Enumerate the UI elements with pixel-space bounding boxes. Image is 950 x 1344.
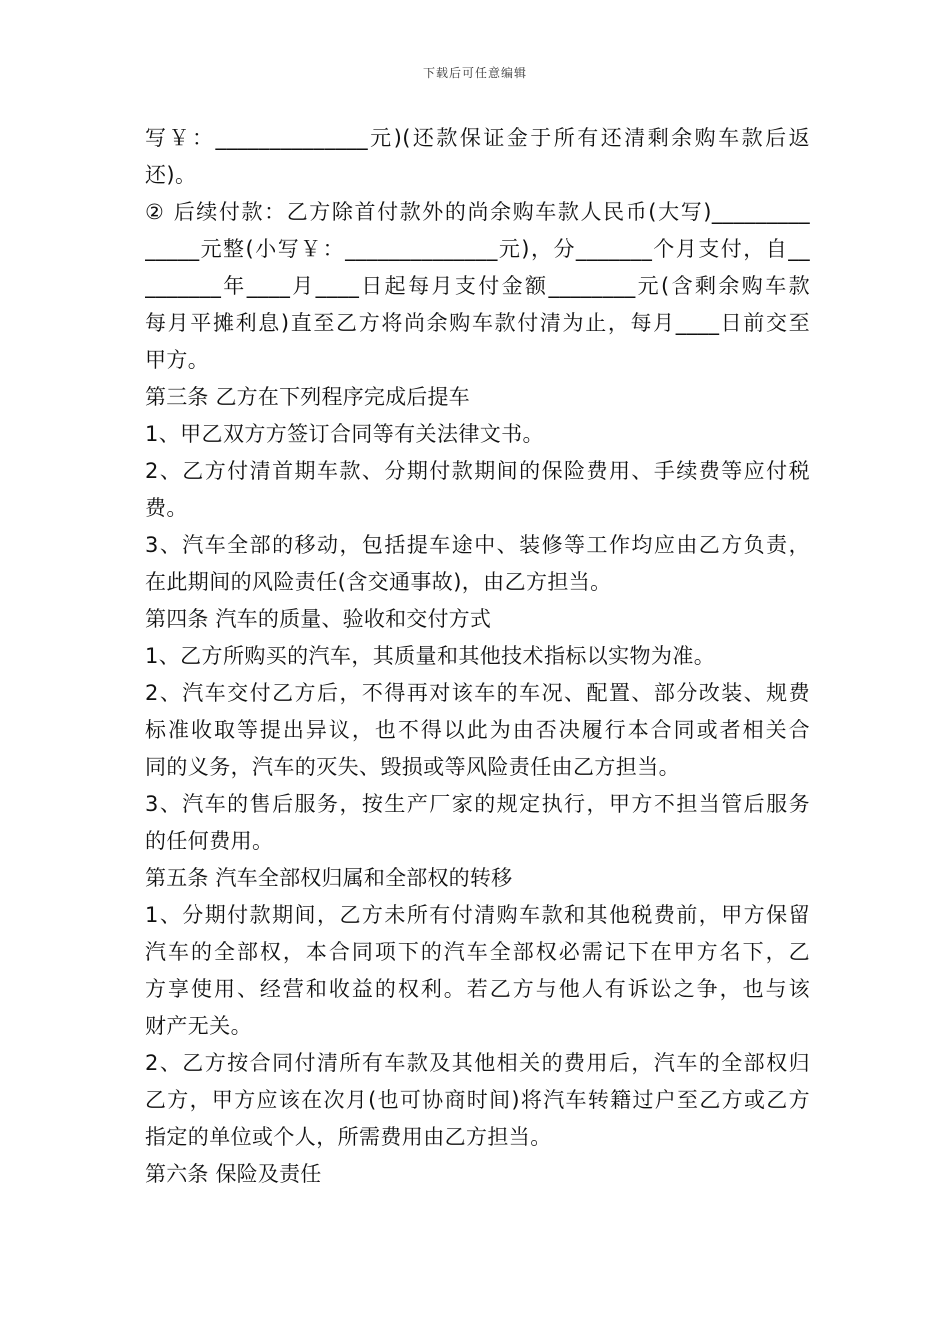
text-line: 的任何费用。 (145, 829, 274, 853)
text-line: 1、乙方所购买的汽车，其质量和其他技术指标以实物为准。 (145, 644, 716, 668)
text-line: 2、乙方按合同付清所有车款及其他相关的费用后，汽车的全部权归 (145, 1051, 810, 1075)
text-line: 1、分期付款期间，乙方未所有付清购车款和其他税费前，甲方保留 (145, 903, 810, 927)
text-line: 3、汽车全部的移动，包括提车途中、装修等工作均应由乙方负责， (145, 533, 810, 557)
text-line: 1、甲乙双方方签订合同等有关法律文书。 (145, 422, 544, 446)
text-line: 指定的单位或个人，所需费用由乙方担当。 (145, 1125, 552, 1149)
text-line: 汽车的全部权，本合同项下的汽车全部权必需记下在甲方名下，乙 (145, 940, 810, 964)
text-line: 3、汽车的售后服务，按生产厂家的规定执行，甲方不担当管后服务 (145, 792, 810, 816)
text-line: 同的义务，汽车的灭失、毁损或等风险责任由乙方担当。 (145, 755, 680, 779)
text-line: ② 后续付款：乙方除首付款外的尚余购车款人民币(大写)_________ (145, 200, 810, 224)
text-line: 甲方。 (145, 348, 210, 372)
text-line: _____元整(小写￥：______________元)，分_______个月支付，自__ (145, 237, 810, 261)
text-line: 费。 (145, 496, 188, 520)
text-line: 方享使用、经营和收益的权利。若乙方与他人有诉讼之争，也与该 (145, 977, 810, 1001)
text-line: _______年____月____日起每月支付金额________元(含剩余购车款 (145, 274, 810, 298)
text-line: 乙方，甲方应该在次月(也可协商时间)将汽车转籍过户至乙方或乙方 (145, 1088, 810, 1112)
page-header: 下载后可任意编辑 (422, 66, 527, 80)
text-line: 2、乙方付清首期车款、分期付款期间的保险费用、手续费等应付税 (145, 459, 810, 483)
text-line: 每月平摊利息)直至乙方将尚余购车款付清为止，每月____日前交至 (145, 311, 810, 335)
text-line: 财产无关。 (145, 1014, 252, 1038)
section-heading: 第四条 汽车的质量、验收和交付方式 (145, 607, 492, 631)
text-line: 写￥：______________元)(还款保证金于所有还清剩余购车款后返 (145, 126, 810, 150)
text-line: 2、汽车交付乙方后，不得再对该车的车况、配置、部分改装、规费 (145, 681, 810, 705)
text-line: 标准收取等提出异议，也不得以此为由否决履行本合同或者相关合 (145, 718, 810, 742)
section-heading: 第五条 汽车全部权归属和全部权的转移 (145, 866, 513, 890)
section-heading: 第六条 保险及责任 (145, 1162, 322, 1186)
document-body (145, 120, 810, 1193)
text-line: 在此期间的风险责任(含交通事故)，由乙方担当。 (145, 570, 612, 594)
section-heading: 第三条 乙方在下列程序完成后提车 (145, 385, 470, 409)
text-line: 还)。 (145, 163, 197, 187)
